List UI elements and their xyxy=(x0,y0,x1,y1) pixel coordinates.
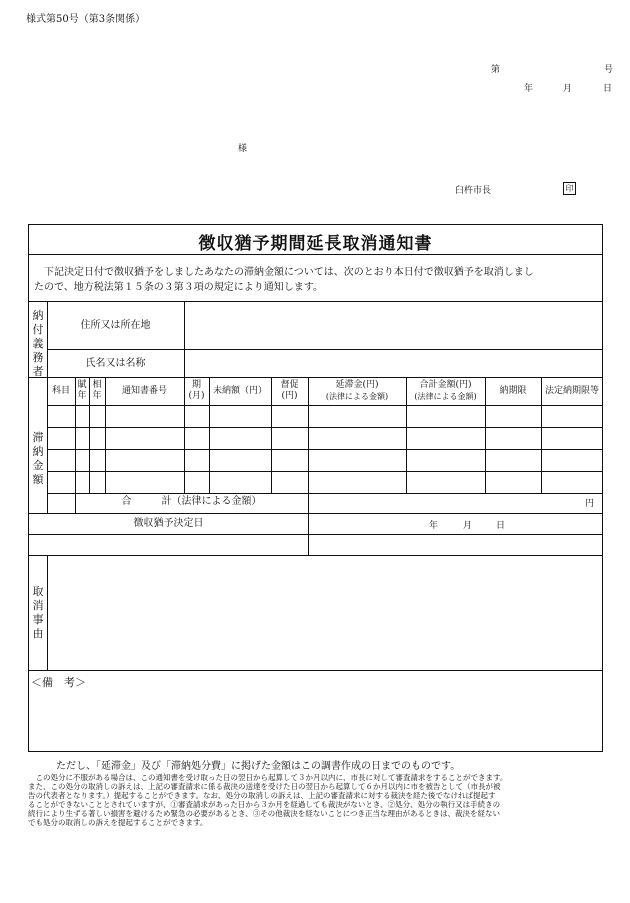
arrears-label: 滞 納 金 額 xyxy=(32,431,44,486)
date-year: 年 xyxy=(524,84,534,94)
address-field[interactable] xyxy=(185,302,603,348)
intro-text xyxy=(34,265,594,295)
form-title: 徴収猶予期間延長取消通知書 xyxy=(198,234,433,254)
appeal-notice: この処分に不服がある場合は、この通知書を受け取った日の翌日から起算して３か月以内に、市長に対して審査請求をすることができます。 また、この処分の取消しの訴えは、上記の審査請求に係る裁決の送達を受けた日の翌日から起算して６か月以内に市を被告として（市長が被 告の代表者となります。）提起することができます。なお、処分の取消しの訴えは、上記の審査請求に対する裁決を経た後でなければ提起す ることができないこととされていますが、①審査請求があった日から３か月を経過しても裁決がないとき、②処分、処分の執行又は手続きの 続行により生ずる著しい損害を避けるため緊急の必要があるとき、③その他裁決を経ないことにつき正当な理由があるときは、裁決を経ない でも処分の取消しの訴えを提起することができます。 xyxy=(28,773,508,827)
col-reminder-fee: 督促 (円) xyxy=(280,380,299,401)
remarks-field[interactable] xyxy=(31,690,601,748)
caveat-text: ただし、「延滞金」及び「滞納処分費」に掲げた金額はこの調書作成の日までのものです。 xyxy=(56,761,461,772)
decision-day: 日 xyxy=(496,521,506,531)
notice-form xyxy=(28,224,603,752)
issuer-name: 臼杵市長 xyxy=(455,186,492,196)
name-label: 氏名又は名称 xyxy=(85,358,146,369)
intro-line-1: 下記決定日付で徴収猶予をしましたあなたの滞納金額については、次のとおり本日付で徴収猶予を取消しまし xyxy=(44,267,534,278)
col-fiscal-year: 賦 年 xyxy=(77,380,87,401)
col-notice-number: 通知書番号 xyxy=(121,386,167,396)
col-item: 科目 xyxy=(51,386,70,396)
col-delinquency: 延滞金(円) (法律による金額) xyxy=(325,380,389,401)
decision-month: 月 xyxy=(463,521,473,531)
remarks-label: ＜備 考＞ xyxy=(31,676,86,689)
col-relevant-year: 相 年 xyxy=(92,380,102,401)
reason-field[interactable] xyxy=(49,557,601,668)
taxpayer-label: 納 付 義 務 者 xyxy=(32,309,44,378)
title-divider xyxy=(29,254,602,255)
seal-mark: 印 xyxy=(563,182,576,195)
addressee-suffix: 様 xyxy=(238,144,248,154)
date-month: 月 xyxy=(563,84,573,94)
form-number: 様式第50号（第3条関係） xyxy=(26,14,146,25)
col-total: 合計金額(円) (法律による金額) xyxy=(414,380,477,401)
name-field[interactable] xyxy=(185,350,603,376)
total-row-label: 合 計（法律による金額） xyxy=(121,496,262,507)
total-unit: 円 xyxy=(585,499,595,509)
reason-label: 取 消 事 由 xyxy=(32,585,44,640)
address-label: 住所又は所在地 xyxy=(80,320,151,331)
col-due-date: 納期限 xyxy=(499,386,527,396)
decision-year: 年 xyxy=(429,521,439,531)
col-unpaid: 未納額（円） xyxy=(212,386,267,396)
col-period: 期 (月) xyxy=(188,380,205,401)
doc-number-prefix: 第 xyxy=(491,65,501,75)
doc-number-suffix: 号 xyxy=(604,65,614,75)
decision-date-label: 徴収猶予決定日 xyxy=(133,518,204,529)
intro-line-2: たので、地方税法第１５条の３第３項の規定により通知します。 xyxy=(34,282,323,293)
date-day: 日 xyxy=(603,84,613,94)
col-legal-due-date: 法定納期限等 xyxy=(544,386,599,396)
